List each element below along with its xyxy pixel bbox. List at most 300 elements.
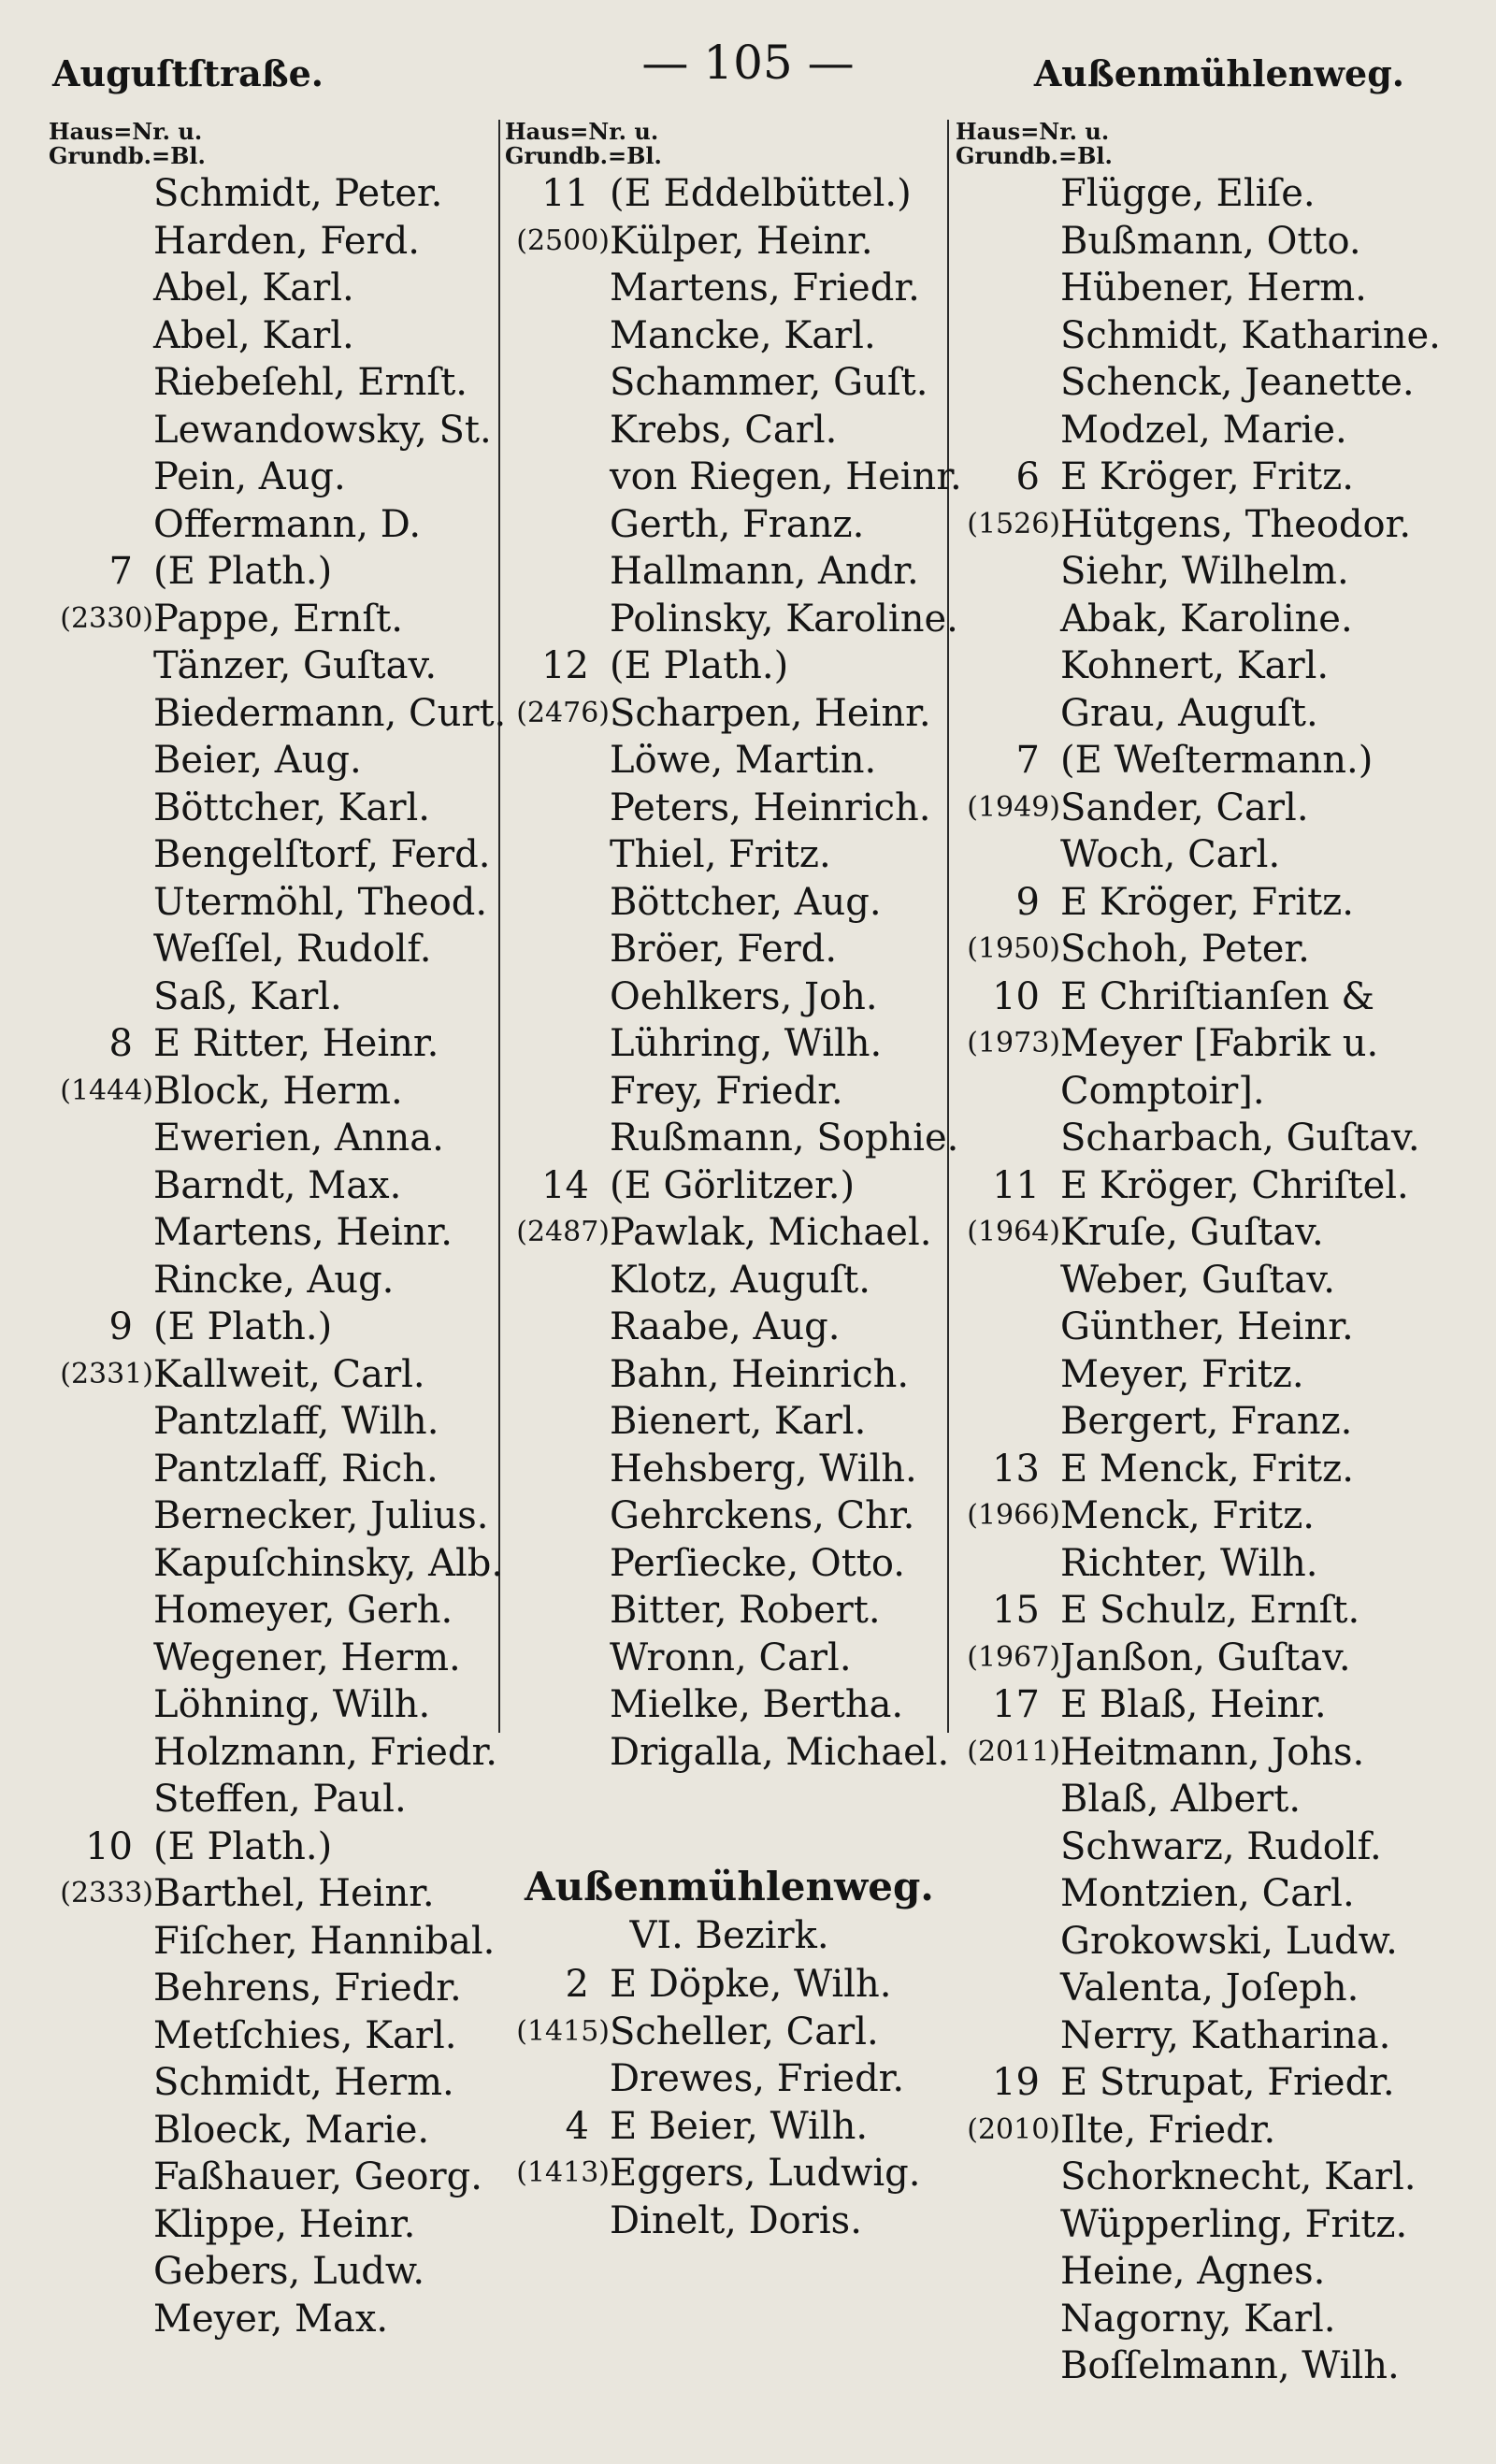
resident-name: Block, Herm. (153, 1069, 403, 1113)
resident-name: E Schulz, Ernſt. (1060, 1589, 1360, 1632)
resident-name: E Kröger, Fritz. (1060, 455, 1354, 498)
house-number: 4 (565, 2104, 589, 2148)
resident-name: Perſiecke, Otto. (610, 1541, 905, 1585)
resident-name: Scharbach, Guſtav. (1060, 1117, 1420, 1160)
list-item (49, 1870, 488, 1918)
list-item (505, 690, 954, 738)
resident-name: Drewes, Friedr. (610, 2057, 905, 2100)
list-item (956, 737, 1451, 785)
list-item (956, 2154, 1451, 2201)
resident-name: E Ritter, Heinr. (153, 1022, 439, 1065)
list-item (49, 1068, 488, 1116)
list-item (505, 2197, 954, 2245)
list-item (505, 454, 962, 501)
land-register-number: (1950) (967, 932, 1060, 965)
resident-name: Klippe, Heinr. (153, 2202, 416, 2246)
house-number: 15 (992, 1589, 1040, 1632)
house-number: 11 (992, 1163, 1040, 1207)
section-district: VI. Bezirk. (629, 1914, 829, 1957)
list-item (505, 1446, 954, 1493)
entry-list (505, 1961, 954, 2244)
resident-name: Lühring, Wilh. (610, 1022, 883, 1065)
resident-name: (E Görlitzer.) (610, 1163, 856, 1207)
list-item (505, 548, 954, 596)
resident-name: Hallmann, Andr. (610, 550, 919, 593)
house-number: 2 (565, 1963, 589, 2006)
resident-name: Günther, Heinr. (1060, 1305, 1354, 1348)
list-item (956, 642, 1451, 690)
resident-name: Behrens, Friedr. (153, 1967, 462, 2010)
section-title: Außenmühlenweg. (525, 1864, 934, 1909)
resident-name: Klotz, Auguſt. (610, 1258, 870, 1302)
resident-name: E Beier, Wilh. (610, 2104, 869, 2148)
resident-name: Weſſel, Rudolf. (153, 928, 432, 971)
list-item (49, 1115, 488, 1162)
list-item (505, 1209, 954, 1257)
list-item (49, 1776, 488, 1823)
resident-name: Schmidt, Peter. (153, 172, 443, 215)
resident-name: Menck, Fritz. (1060, 1494, 1315, 1537)
list-item (505, 407, 954, 454)
list-item (49, 926, 488, 973)
resident-name: Eggers, Ludwig. (610, 2152, 921, 2195)
resident-name: Löwe, Martin. (610, 739, 877, 782)
list-item (49, 1587, 488, 1635)
land-register-number: (2333) (60, 1877, 153, 1909)
list-item (505, 642, 954, 690)
column-1 (49, 118, 507, 2342)
list-item (956, 2248, 1451, 2296)
list-item (49, 1209, 488, 1257)
resident-name: Homeyer, Gerh. (153, 1589, 453, 1632)
list-item (956, 1351, 1451, 1399)
list-item (956, 1918, 1451, 1966)
house-number: 19 (992, 2061, 1040, 2104)
list-item (956, 2012, 1451, 2060)
land-register-number: (1967) (967, 1640, 1060, 1674)
resident-name: Külper, Heinr. (610, 219, 873, 263)
list-item (505, 1681, 954, 1729)
list-item (505, 973, 954, 1021)
resident-name: Thiel, Fritz. (610, 833, 831, 876)
list-item (505, 1635, 954, 1682)
resident-name: Saß, Karl. (153, 974, 342, 1018)
resident-name: Bitter, Robert. (610, 1589, 881, 1632)
resident-name: Riebeſehl, Ernſt. (153, 361, 468, 404)
house-number: 14 (541, 1163, 589, 1207)
resident-name: Rincke, Aug. (153, 1258, 395, 1302)
column-heading: Haus=Nr. u. Grundb.=Bl. (49, 118, 206, 169)
list-item (49, 218, 488, 266)
list-item (956, 1587, 1451, 1635)
land-register-number: (1526) (967, 507, 1060, 540)
resident-name: Bröer, Ferd. (610, 928, 838, 971)
list-item (505, 1304, 954, 1351)
list-item (49, 454, 488, 501)
resident-name: Grokowski, Ludw. (1060, 1919, 1398, 1963)
resident-name: E Strupat, Friedr. (1060, 2061, 1395, 2104)
resident-name: Richter, Wilh. (1060, 1541, 1318, 1585)
list-item (49, 1351, 488, 1399)
land-register-number: (1413) (516, 2156, 610, 2189)
list-item (956, 2059, 1451, 2107)
resident-name: Siehr, Wilhelm. (1060, 550, 1349, 593)
resident-name: Bergert, Franz. (1060, 1400, 1353, 1443)
resident-name: Wegener, Herm. (153, 1635, 461, 1679)
land-register-number: (2330) (60, 601, 153, 635)
resident-name: Grau, Auguſt. (1060, 691, 1318, 735)
resident-name: Schenck, Jeanette. (1060, 361, 1415, 404)
resident-name: Biedermann, Curt. (153, 691, 507, 735)
resident-name: Kruſe, Guſtav. (1060, 1211, 1324, 1254)
list-item (505, 1961, 954, 2009)
list-item (49, 548, 488, 596)
resident-name: Scheller, Carl. (610, 2010, 879, 2053)
page-number: — 105 — (641, 36, 855, 90)
list-item (956, 548, 1451, 596)
list-item (49, 1162, 488, 1210)
list-item (956, 879, 1451, 927)
land-register-number: (1966) (967, 1499, 1060, 1532)
list-item (956, 1115, 1451, 1162)
resident-name: Schmidt, Herm. (153, 2061, 454, 2104)
page-header (0, 36, 1496, 110)
resident-name: Abak, Karoline. (1060, 597, 1353, 641)
list-item (505, 2055, 954, 2103)
list-item (505, 2103, 954, 2151)
resident-name: Offermann, D. (153, 502, 422, 546)
resident-name: Oehlkers, Joh. (610, 974, 878, 1018)
list-item (956, 1965, 1451, 2012)
house-number: 17 (992, 1683, 1040, 1726)
list-item (956, 690, 1451, 738)
resident-name: Meyer, Fritz. (1060, 1352, 1304, 1396)
resident-name: Pawlak, Michael. (610, 1211, 932, 1254)
list-item (956, 926, 1451, 973)
resident-name: E Menck, Fritz. (1060, 1447, 1354, 1491)
land-register-number: (2476) (516, 696, 610, 729)
list-item (956, 1020, 1451, 1068)
resident-name: E Kröger, Chriſtel. (1060, 1163, 1409, 1207)
list-item (49, 973, 488, 1021)
resident-name: Wronn, Carl. (610, 1635, 852, 1679)
resident-name: Bußmann, Otto. (1060, 219, 1361, 263)
list-item (49, 312, 488, 360)
resident-name: Meyer [Fabrik u. (1060, 1022, 1379, 1065)
list-item (49, 1257, 488, 1304)
list-item (49, 1020, 488, 1068)
land-register-number: (1964) (967, 1216, 1060, 1248)
list-item (956, 1209, 1451, 1257)
resident-name: Kapuſchinsky, Alb. (153, 1541, 504, 1585)
resident-name: Dinelt, Doris. (610, 2198, 862, 2242)
list-item (956, 1398, 1451, 1446)
resident-name: Martens, Heinr. (153, 1211, 453, 1254)
resident-name: Schammer, Guſt. (610, 361, 928, 404)
house-number: 7 (1015, 739, 1040, 782)
resident-name: Martens, Friedr. (610, 267, 920, 310)
list-item (49, 690, 507, 738)
land-register-number: (1415) (516, 2014, 610, 2048)
resident-name: Rußmann, Sophie. (610, 1117, 959, 1160)
list-item (956, 973, 1451, 1021)
house-number: 11 (541, 172, 589, 215)
resident-name: Flügge, Eliſe. (1060, 172, 1316, 215)
resident-name: E Kröger, Fritz. (1060, 880, 1354, 924)
resident-name: Tänzer, Guſtav. (153, 644, 438, 687)
resident-name: Hehsberg, Wilh. (610, 1447, 917, 1491)
list-item (956, 1729, 1451, 1777)
list-item (49, 1729, 497, 1777)
list-item (49, 1304, 488, 1351)
resident-name: Bloeck, Marie. (153, 2108, 430, 2152)
house-number: 8 (108, 1022, 133, 1065)
resident-name: Beier, Aug. (153, 739, 362, 782)
resident-name: Weber, Guſtav. (1060, 1258, 1335, 1302)
list-item (505, 1587, 954, 1635)
resident-name: Bernecker, Julius. (153, 1494, 489, 1537)
list-item (49, 1918, 496, 1966)
resident-name: E Blaß, Heinr. (1060, 1683, 1327, 1726)
resident-name: Barthel, Heinr. (153, 1872, 435, 1915)
list-item (505, 1162, 954, 1210)
land-register-number: (1973) (967, 1027, 1060, 1059)
list-item (49, 1398, 488, 1446)
list-item (49, 1635, 488, 1682)
resident-name: Heitmann, Johs. (1060, 1730, 1365, 1774)
resident-name: Polinsky, Karoline. (610, 597, 958, 641)
house-number: 9 (1015, 880, 1040, 924)
land-register-number: (2500) (516, 223, 610, 257)
list-item (505, 312, 954, 360)
list-item (49, 1446, 488, 1493)
list-item (49, 2012, 488, 2060)
resident-name: Faßhauer, Georg. (153, 2155, 482, 2198)
list-item (956, 596, 1451, 643)
resident-name: Krebs, Carl. (610, 408, 838, 452)
list-item (505, 1398, 954, 1446)
list-item (956, 1870, 1451, 1918)
resident-name: Nerry, Katharina. (1060, 2013, 1391, 2057)
resident-name: Raabe, Aug. (610, 1305, 841, 1348)
resident-name: Metſchies, Karl. (153, 2013, 457, 2057)
list-item (49, 407, 492, 454)
resident-name: Gehrckens, Chr. (610, 1494, 915, 1537)
land-register-number: (1949) (967, 790, 1060, 824)
resident-name: Kohnert, Karl. (1060, 644, 1330, 687)
list-item (505, 1068, 954, 1116)
resident-name: (E Eddelbüttel.) (610, 172, 912, 215)
list-item (505, 1492, 954, 1540)
column-3 (956, 120, 1451, 2390)
list-item (956, 1068, 1451, 1116)
resident-name: Mancke, Karl. (610, 313, 876, 357)
resident-name: Fiſcher, Hannibal. (153, 1919, 496, 1963)
resident-name: Blaß, Albert. (1060, 1778, 1302, 1821)
list-item (956, 1304, 1451, 1351)
list-item (956, 2201, 1451, 2249)
list-item (505, 831, 954, 879)
resident-name: Heine, Agnes. (1060, 2250, 1326, 2293)
resident-name: Valenta, Joſeph. (1060, 1967, 1359, 2010)
list-item (505, 1257, 954, 1304)
list-item (49, 1681, 488, 1729)
resident-name: E Chriſtianſen & (1060, 974, 1375, 1018)
list-item (956, 407, 1451, 454)
resident-name: Löhning, Wilh. (153, 1683, 431, 1726)
resident-name: Peters, Heinrich. (610, 785, 931, 829)
resident-name: Frey, Friedr. (610, 1069, 843, 1113)
list-item (956, 454, 1451, 501)
list-item (505, 596, 958, 643)
column-2 (505, 118, 962, 2244)
resident-name: Comptoir]. (1060, 1069, 1265, 1113)
list-item (956, 1635, 1451, 1682)
resident-name: Lewandowsky, St. (153, 408, 492, 452)
list-item (49, 785, 488, 832)
list-item (505, 785, 954, 832)
house-number: 10 (85, 1824, 133, 1868)
resident-name: (E Weſtermann.) (1060, 739, 1374, 782)
resident-name: Bengelſtorf, Ferd. (153, 833, 491, 876)
list-item (505, 1540, 954, 1588)
list-item (956, 1540, 1451, 1588)
resident-name: Steffen, Paul. (153, 1778, 407, 1821)
resident-name: Pantzlaff, Wilh. (153, 1400, 439, 1443)
list-item (49, 2296, 488, 2343)
list-item (49, 359, 488, 407)
resident-name: Utermöhl, Theod. (153, 880, 488, 924)
list-item (49, 1823, 488, 1871)
list-item (956, 1162, 1451, 1210)
list-item (956, 312, 1451, 360)
list-item (505, 1020, 954, 1068)
resident-name: Gebers, Ludw. (153, 2250, 425, 2293)
list-item (505, 926, 954, 973)
resident-name: Wüpperling, Fritz. (1060, 2202, 1408, 2246)
list-item (505, 879, 954, 927)
list-item (505, 1729, 954, 1777)
resident-name: Gerth, Franz. (610, 502, 865, 546)
resident-name: Holzmann, Friedr. (153, 1730, 497, 1774)
house-number: 9 (108, 1305, 133, 1348)
entry-list (956, 170, 1451, 2390)
resident-name: Pantzlaff, Rich. (153, 1447, 439, 1491)
resident-name: Hütgens, Theodor. (1060, 502, 1412, 546)
list-item (956, 265, 1451, 312)
list-item (956, 501, 1451, 549)
entry-list (505, 170, 962, 1776)
list-item (956, 2342, 1451, 2390)
list-item (505, 359, 954, 407)
list-item (956, 359, 1451, 407)
resident-name: Böttcher, Karl. (153, 785, 430, 829)
list-item (49, 1540, 504, 1588)
list-item (49, 2154, 488, 2201)
list-item (956, 1257, 1451, 1304)
resident-name: Abel, Karl. (153, 313, 354, 357)
list-item (49, 501, 488, 549)
resident-name: Schoh, Peter. (1060, 928, 1310, 971)
resident-name: Abel, Karl. (153, 267, 354, 310)
resident-name: Böttcher, Aug. (610, 880, 882, 924)
list-item (956, 1823, 1451, 1871)
list-item (956, 1446, 1451, 1493)
resident-name: Hübener, Herm. (1060, 267, 1367, 310)
house-number: 7 (108, 550, 133, 593)
column-heading: Haus=Nr. u. Grundb.=Bl. (505, 118, 662, 169)
column-divider (498, 120, 500, 1733)
house-number: 13 (992, 1447, 1040, 1491)
resident-name: Ewerien, Anna. (153, 1117, 444, 1160)
land-register-number: (2487) (516, 1216, 610, 1248)
resident-name: (E Plath.) (153, 1824, 333, 1868)
list-item (505, 2009, 954, 2056)
list-item (49, 879, 488, 927)
resident-name: Scharpen, Heinr. (610, 691, 931, 735)
list-item (956, 831, 1451, 879)
list-item (49, 596, 488, 643)
entry-list (49, 170, 507, 2342)
list-item (49, 2201, 488, 2249)
resident-name: Woch, Carl. (1060, 833, 1281, 876)
list-item (505, 218, 954, 266)
list-item (49, 1965, 488, 2012)
resident-name: Barndt, Max. (153, 1163, 402, 1207)
list-item (49, 737, 488, 785)
resident-name: Sander, Carl. (1060, 785, 1309, 829)
resident-name: Pein, Aug. (153, 455, 346, 498)
list-item (956, 1492, 1451, 1540)
list-item (956, 218, 1451, 266)
resident-name: (E Plath.) (153, 1305, 333, 1348)
land-register-number: (2011) (967, 1735, 1060, 1768)
house-number: 6 (1015, 455, 1040, 498)
resident-name: Mielke, Bertha. (610, 1683, 904, 1726)
resident-name: Modzel, Marie. (1060, 408, 1347, 452)
resident-name: Pappe, Ernſt. (153, 597, 403, 641)
list-item (505, 501, 954, 549)
resident-name: Schmidt, Katharine. (1060, 313, 1441, 357)
list-item (956, 2296, 1451, 2343)
land-register-number: (1444) (60, 1073, 153, 1107)
resident-name: (E Plath.) (153, 550, 333, 593)
resident-name: Boſſelmann, Wilh. (1060, 2344, 1400, 2387)
list-item (49, 265, 488, 312)
list-item (505, 737, 954, 785)
list-item (505, 1115, 959, 1162)
resident-name: Nagorny, Karl. (1060, 2297, 1336, 2341)
house-number: 10 (992, 974, 1040, 1018)
resident-name: Bienert, Karl. (610, 1400, 867, 1443)
resident-name: Janßon, Guſtav. (1060, 1635, 1351, 1679)
list-item (956, 785, 1451, 832)
street-end-label: Außenmühlenweg. (1033, 52, 1404, 94)
list-item (505, 1351, 954, 1399)
resident-name: Ilte, Friedr. (1060, 2108, 1276, 2152)
list-item (49, 2107, 488, 2154)
list-item (505, 2150, 954, 2197)
list-item (956, 2107, 1451, 2154)
resident-name: Schwarz, Rudolf. (1060, 1824, 1382, 1868)
resident-name: Schorknecht, Karl. (1060, 2155, 1417, 2198)
column-heading: Haus=Nr. u. Grundb.=Bl. (956, 118, 1113, 169)
house-number: 12 (541, 644, 589, 687)
resident-name: Harden, Ferd. (153, 219, 420, 263)
resident-name: Montzien, Carl. (1060, 1872, 1355, 1915)
street-start-label: Auguſtſtraße. (52, 52, 324, 94)
resident-name: Kallweit, Carl. (153, 1352, 425, 1396)
